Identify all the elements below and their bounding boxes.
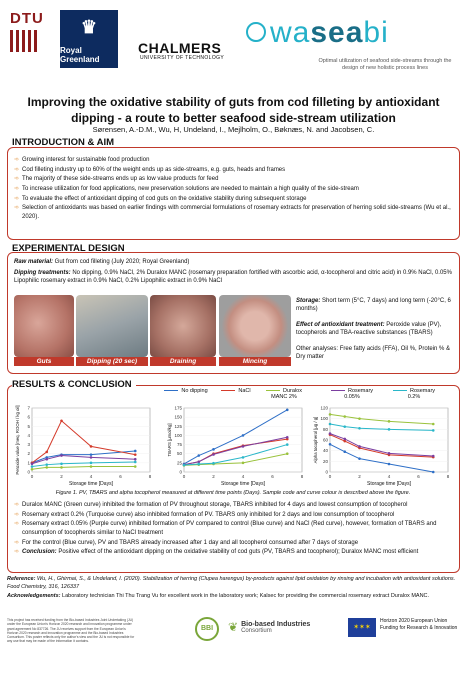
data-point xyxy=(31,465,34,468)
data-point xyxy=(134,453,137,456)
legend-swatch xyxy=(221,390,235,392)
data-point xyxy=(242,434,245,437)
data-point xyxy=(134,461,137,464)
x-axis-label: Storage time [Days] xyxy=(221,481,265,487)
y-tick-label: 40 xyxy=(322,448,328,454)
y-tick-label: 80 xyxy=(322,426,328,432)
data-point xyxy=(134,465,137,468)
legend-rosemary-02: Rosemary 0.2% xyxy=(388,388,440,400)
data-point xyxy=(45,458,48,461)
y-tick-label: 25 xyxy=(176,460,182,466)
x-tick-label: 4 xyxy=(387,474,391,479)
data-point xyxy=(45,463,48,466)
reference: Reference: Wu, H., Ghirmai, S., & Undeland, I. (2020). Stabilization of herring (Clupea harengus) by-products against lipid oxidation by rinsing and incubation with antioxidant solutions. Food Chemistry, 316, 126337 xyxy=(7,576,456,590)
waseabi-icon xyxy=(246,22,266,42)
intro-bullet: ➾ Cod filleting industry up to 60% of the weight ends up as side-streams, e.g. guts, heads and frames xyxy=(14,166,453,175)
y-tick-label: 50 xyxy=(176,451,182,457)
data-point xyxy=(388,452,391,455)
data-point xyxy=(45,466,48,469)
caption-draining: Draining xyxy=(150,357,216,366)
royal-greenland-logo xyxy=(60,10,118,68)
data-point xyxy=(212,453,215,456)
data-point xyxy=(286,452,289,455)
data-point xyxy=(358,427,361,430)
y-tick-label: 100 xyxy=(320,416,328,422)
y-tick-label: 0 xyxy=(325,469,328,475)
legend-nacl: NaCl xyxy=(216,388,256,394)
data-point xyxy=(60,420,63,423)
legend-no-dipping: No dipping xyxy=(156,388,216,394)
waseabi-tagline: Optimal utilization of seafood side-streams through the design of new holistic process lines xyxy=(318,58,452,72)
intro-bullet: ➾ To increase utilization for food applications, new preservation solutions are needed to maintain a high quality of the side-stream xyxy=(14,185,453,194)
data-point xyxy=(242,462,245,465)
data-point xyxy=(358,417,361,420)
references xyxy=(7,576,460,601)
data-point xyxy=(286,443,289,446)
legend-swatch xyxy=(164,390,178,392)
data-point xyxy=(45,451,48,454)
intro-bullet: ➾ Growing interest for sustainable food production xyxy=(14,156,453,165)
data-point xyxy=(242,445,245,448)
dtu-logo-bars xyxy=(10,30,38,52)
intro-bullet: ➾ The majority of these side-streams ends up as low value products for feed xyxy=(14,175,453,184)
legend-swatch xyxy=(393,390,407,392)
y-tick-label: 125 xyxy=(174,423,182,429)
intro-bullet: ➾ Selection of antioxidants was based on earlier findings with commercial formulations of rosemary extracts for preservation of herring solid side-streams (Wu et al., 2020). xyxy=(14,204,453,221)
dipping-treatments: Dipping treatments: No dipping, 0.9% NaCl, 2% Duralox MANC (rosemary preparation fortified with ascorbic acid, α-tocopherol and citric acid) in 0.9% NaCl, 0.05% Lipophilic rosemary extract in 0.9% NaCl, 0.2% Lipophilic extract in 0.9% NaCl xyxy=(14,270,452,285)
eu-flag-icon: ✶✶✶ xyxy=(348,618,376,637)
y-tick-label: 5 xyxy=(27,423,30,429)
data-point xyxy=(31,468,34,471)
y-tick-label: 0 xyxy=(27,469,30,475)
x-axis-label: Storage time [Days] xyxy=(367,481,411,487)
x-tick-label: 8 xyxy=(300,474,304,479)
data-point xyxy=(90,445,93,448)
data-point xyxy=(90,465,93,468)
data-point xyxy=(60,462,63,465)
y-tick-label: 7 xyxy=(27,405,30,411)
y-tick-label: 3 xyxy=(27,442,30,448)
photo-guts xyxy=(14,295,74,357)
y-tick-label: 60 xyxy=(322,437,328,443)
data-point xyxy=(432,455,435,458)
data-point xyxy=(432,423,435,426)
y-tick-label: 120 xyxy=(320,405,328,411)
waseabi-logo: waseabi xyxy=(270,16,389,49)
data-point xyxy=(358,445,361,448)
data-point xyxy=(329,423,332,426)
data-point xyxy=(90,462,93,465)
y-axis-label: Peroxide value [meq. ROOH / kg oil] xyxy=(15,405,20,475)
series-line xyxy=(330,444,433,472)
data-point xyxy=(134,458,137,461)
other-analyses: Other analyses: Free fatty acids (FFA), Oil %, Protein % & Dry matter xyxy=(296,346,451,361)
x-tick-label: 0 xyxy=(182,474,186,479)
data-point xyxy=(212,448,215,451)
data-point xyxy=(343,438,346,441)
x-tick-label: 4 xyxy=(89,474,93,479)
chalmers-subtitle: UNIVERSITY OF TECHNOLOGY xyxy=(140,55,225,61)
figure-caption: Figure 1. PV, TBARS and alpha tocopherol measured at different time points (Days). Sample code and curve colour is described above the figure. xyxy=(55,490,411,496)
data-point xyxy=(343,450,346,453)
intro-bullet: ➾ To evaluate the effect of antioxidant dipping of cod guts on the oxidative stability during subsequent storage xyxy=(14,195,453,204)
bbi-consortium-logo: ❦ Bio-based Industries Consortium xyxy=(228,620,311,634)
x-axis-label: Storage time [Days] xyxy=(69,481,113,487)
x-tick-label: 6 xyxy=(119,474,122,479)
data-point xyxy=(388,428,391,431)
y-axis-label: TBARS [µmol/kg] xyxy=(167,423,172,457)
y-tick-label: 4 xyxy=(27,432,30,438)
x-tick-label: 2 xyxy=(358,474,361,479)
data-point xyxy=(388,463,391,466)
results-bullet: ➾ Rosemary extract 0.2% (Turquoise curve) also inhibited formation of PV. TBARS only inhibited for 2 days and low consumption of tocopherol xyxy=(14,511,454,520)
results-box xyxy=(7,385,460,573)
data-point xyxy=(343,425,346,428)
results-bullet: ➾ For the control (Blue curve), PV and TBARS already increased after 1 day and all tocopherol consumed after 7 days of storage xyxy=(14,539,454,548)
data-point xyxy=(31,462,34,465)
y-tick-label: 20 xyxy=(322,458,328,464)
y-tick-label: 75 xyxy=(176,442,182,448)
legend-duralox: Duralox MANC 2% xyxy=(258,388,310,400)
data-point xyxy=(60,466,63,469)
y-tick-label: 6 xyxy=(27,414,30,420)
x-tick-label: 8 xyxy=(148,474,152,479)
header xyxy=(0,0,467,88)
results-charts xyxy=(12,404,457,488)
storage-text: Storage: Short term (5°C, 7 days) and long term (-20°C, 6 months) xyxy=(296,298,451,313)
x-tick-label: 0 xyxy=(328,474,332,479)
data-point xyxy=(432,429,435,432)
data-point xyxy=(212,462,215,465)
acknowledgements: Acknowledgements: Laboratory technician Thi Thu Trang Vu for excellent work in the laboratory work; Kalsec for providing the commercial rosemary extract Duralox MANC. xyxy=(7,593,430,600)
design-box xyxy=(7,252,460,374)
photo-draining xyxy=(150,295,216,357)
results-bullet: ➾ Duralox MANC (Green curve) inhibited the formation of PV throughout storage, TBARS inhibited for 4 days and lowest consumption of tocopherol xyxy=(14,501,454,510)
data-point xyxy=(343,415,346,418)
data-point xyxy=(90,456,93,459)
data-point xyxy=(329,413,332,416)
authors: Sørensen, A.-D.M., Wu, H, Undeland, I., Mejlholm, O., Bøknæs, N. and Jacobsen, C. xyxy=(92,125,375,134)
crown-icon: ♛ xyxy=(80,17,98,37)
intro-box xyxy=(7,147,460,240)
poster-title: Improving the oxidative stability of guts from cod filleting by antioxidant dipping - a route to better seafood side-stream utilization xyxy=(27,95,440,125)
intro-heading: INTRODUCTION & AIM xyxy=(12,137,115,148)
caption-guts: Guts xyxy=(14,357,74,366)
data-point xyxy=(286,409,289,412)
results-conclusion: ➾ Conclusion: Positive effect of the antioxidant dipping on the oxidative stability of cod guts (PV, TBARS and tocopherol); Duralox MANC most efficient xyxy=(14,548,454,557)
legend-swatch xyxy=(331,390,345,392)
y-axis-label: Alpha tocopherol [µg / g] xyxy=(313,416,318,464)
x-tick-label: 2 xyxy=(212,474,215,479)
data-point xyxy=(242,456,245,459)
y-tick-label: 2 xyxy=(27,451,30,457)
x-tick-label: 6 xyxy=(417,474,420,479)
caption-dipping: Dipping (20 sec) xyxy=(76,357,148,366)
eu-funding-text: Horizon 2020 European Union Funding for Research & Innovation xyxy=(380,618,458,631)
design-heading: EXPERIMENTAL DESIGN xyxy=(12,243,125,254)
data-point xyxy=(358,457,361,460)
results-heading: RESULTS & CONCLUSION xyxy=(12,379,136,390)
photo-dipping xyxy=(76,295,148,357)
data-point xyxy=(388,420,391,423)
photo-mincing xyxy=(219,295,291,357)
dtu-logo: DTU xyxy=(10,10,44,27)
results-bullet: ➾ Rosemary extract 0.05% (Purple curve) inhibited formation of PV compared to control (Blue curve) and NaCl (Red curve), however, formation of TBARS and consumption of tocopherols similar to NaCl treatment xyxy=(14,520,454,537)
data-point xyxy=(197,454,200,457)
data-point xyxy=(197,463,200,466)
leaf-icon: ❦ xyxy=(228,620,239,634)
y-tick-label: 100 xyxy=(174,432,182,438)
effect-text: Effect of antioxidant treatment: Peroxide value (PV), tocopherols and TBA-reactive substances (TBARS) xyxy=(296,322,442,337)
y-tick-label: 175 xyxy=(174,405,182,411)
data-point xyxy=(134,450,137,453)
legend-rosemary-005: Rosemary 0.05% xyxy=(326,388,378,400)
funding-fine-print: This project has received funding from the Bio-based Industries Joint Undertaking (JU) under the European Union's Horizon 2020 research and innovation programme under grant agreement No 837726. The JU receives support from the European Union's Horizon 2020 research and innovation programme and the Bio-based Industries Consortium. This poster reflects only the author's view and the JU is not responsible for any use that may be made of the information it contains. xyxy=(7,618,135,644)
chalmers-logo: CHALMERS xyxy=(138,40,222,56)
raw-material: Raw material: Gut from cod filleting (July 2020; Royal Greenland) xyxy=(14,259,190,265)
x-tick-label: 4 xyxy=(241,474,245,479)
data-point xyxy=(90,453,93,456)
royal-greenland-label: Royal Greenland xyxy=(60,46,100,64)
data-point xyxy=(432,471,435,474)
data-point xyxy=(183,464,186,467)
bbi-ju-logo: BBI xyxy=(195,617,219,641)
y-tick-label: 1 xyxy=(27,460,30,466)
x-tick-label: 0 xyxy=(30,474,34,479)
x-tick-label: 2 xyxy=(60,474,63,479)
data-point xyxy=(329,443,332,446)
x-tick-label: 6 xyxy=(271,474,274,479)
data-point xyxy=(329,432,332,435)
data-point xyxy=(60,454,63,457)
legend-swatch xyxy=(266,390,280,392)
caption-mincing: Mincing xyxy=(219,357,291,366)
results-bullets xyxy=(14,501,454,558)
x-tick-label: 8 xyxy=(446,474,450,479)
data-point xyxy=(286,436,289,439)
y-tick-label: 150 xyxy=(174,414,182,420)
y-tick-label: 0 xyxy=(179,469,182,475)
